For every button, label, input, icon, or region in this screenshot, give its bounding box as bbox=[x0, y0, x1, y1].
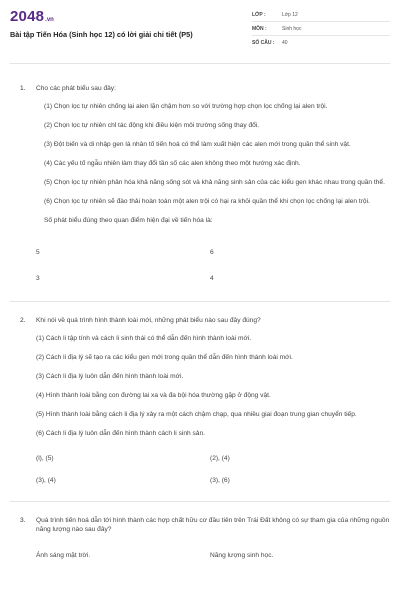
site-logo[interactable] bbox=[10, 8, 240, 25]
question-1 bbox=[20, 84, 390, 291]
question-3 bbox=[20, 516, 390, 566]
answer-option-b[interactable]: (2), (4) bbox=[210, 454, 230, 462]
statement-list bbox=[20, 334, 390, 439]
statement-item: (3) Cách li địa lý luôn dẫn đến hình thành loài mới. bbox=[36, 373, 184, 380]
meta-row-class bbox=[252, 8, 390, 22]
statement-item: (2) Chọn lọc tự nhiên chỉ tác động khi điều kiện môi trường sống thay đổi. bbox=[44, 122, 260, 129]
question-text: Quá trình tiến hoá dẫn tới hình thành các hợp chất hữu cơ đầu tiên trên Trái Đất không có sự tham gia của những nguồn năng lượng nào sau đây? bbox=[36, 517, 390, 533]
page-header bbox=[10, 6, 390, 64]
meta-label: SỐ CÂU : bbox=[252, 40, 275, 46]
statement-item: (4) Các yếu tố ngẫu nhiên làm thay đổi tần số các alen không theo một hướng xác định. bbox=[44, 160, 301, 167]
meta-value: Lớp 12 bbox=[282, 11, 298, 18]
question-divider bbox=[10, 301, 390, 302]
statement-item: (5) Hình thành loài bằng cách li địa lý xảy ra một cách chậm chạp, qua nhiều giai đoạn trung gian chuyển tiếp. bbox=[36, 411, 357, 418]
question-stem bbox=[20, 84, 390, 93]
answer-option-c[interactable]: 3 bbox=[36, 274, 40, 282]
answer-options bbox=[20, 447, 390, 491]
question-stem bbox=[20, 516, 390, 534]
question-stem bbox=[20, 316, 390, 325]
question-prompt: Số phát biểu đúng theo quan điểm hiện đại về tiến hóa là: bbox=[44, 217, 213, 224]
question-number: 1. bbox=[20, 85, 26, 92]
statement-item: (6) Chọn lọc tự nhiên sẽ đào thải hoàn toàn một alen trội có hại ra khỏi quần thể khi chọn lọc chống lại alen trội. bbox=[44, 198, 370, 205]
meta-label: MÔN : bbox=[252, 25, 267, 32]
statement-item: (6) Cách li địa lý luôn dẫn đến hình thành cách li sinh sản. bbox=[36, 430, 205, 437]
question-2 bbox=[20, 316, 390, 491]
question-divider bbox=[10, 501, 390, 502]
meta-row-count bbox=[252, 36, 390, 50]
answer-option-d[interactable]: (3), (6) bbox=[210, 476, 230, 484]
statement-item: (5) Chọn lọc tự nhiên phân hóa khả năng sống sót và khả năng sinh sản của các kiểu gen khác nhau trong quần thể. bbox=[44, 179, 385, 186]
answer-option-d[interactable]: 4 bbox=[210, 274, 214, 282]
answer-options bbox=[20, 239, 390, 291]
answer-option-b[interactable]: Năng lượng sinh học. bbox=[210, 551, 274, 559]
answer-option-a[interactable]: Ánh sáng mặt trời. bbox=[36, 551, 91, 559]
question-number: 3. bbox=[20, 517, 26, 524]
statement-item: (3) Đột biến và di nhập gen là nhân tố tiến hoá có thể làm xuất hiện các alen mới trong quần thể sinh vật. bbox=[44, 141, 351, 148]
answer-option-a[interactable]: (l), (5) bbox=[36, 454, 54, 462]
questions-list bbox=[10, 64, 390, 566]
meta-value: Sinh học bbox=[282, 25, 302, 32]
statement-item: (4) Hình thành loài bằng con đường lai xa và đa bội hóa thường gặp ở động vật. bbox=[36, 392, 271, 399]
logo-sub: .vn bbox=[45, 17, 54, 23]
meta-value: 40 bbox=[282, 40, 288, 46]
question-text: Cho các phát biểu sau đây: bbox=[36, 85, 116, 92]
answer-option-b[interactable]: 6 bbox=[210, 248, 214, 256]
page-title: Bài tập Tiến Hóa (Sinh học 12) có lời giải chi tiết (P5) bbox=[10, 30, 193, 39]
logo-main: 2048 bbox=[10, 8, 45, 25]
answer-options bbox=[20, 544, 390, 566]
meta-label: LỚP : bbox=[252, 11, 266, 18]
meta-row-subject bbox=[252, 22, 390, 36]
question-text: Khi nói về quá trình hình thành loài mới, những phát biểu nào sau đây đúng? bbox=[36, 317, 261, 324]
statement-item: (2) Cách li địa lý sẽ tạo ra các kiểu gen mới trong quần thể dẫn đến hình thành loài mới. bbox=[36, 354, 293, 361]
answer-option-c[interactable]: (3), (4) bbox=[36, 476, 56, 484]
statement-list bbox=[20, 102, 390, 207]
meta-table bbox=[252, 8, 390, 63]
answer-option-a[interactable]: 5 bbox=[36, 248, 40, 256]
header-left bbox=[10, 6, 240, 63]
statement-item: (1) Cách li tập tính và cách li sinh thái có thể dẫn đến hình thành loài mới. bbox=[36, 335, 252, 342]
statement-item: (1) Chọn lọc tự nhiên chống lại alen lặn chậm hơn so với trường hợp chọn lọc chống lại alen trội. bbox=[44, 103, 328, 110]
question-number: 2. bbox=[20, 317, 26, 324]
